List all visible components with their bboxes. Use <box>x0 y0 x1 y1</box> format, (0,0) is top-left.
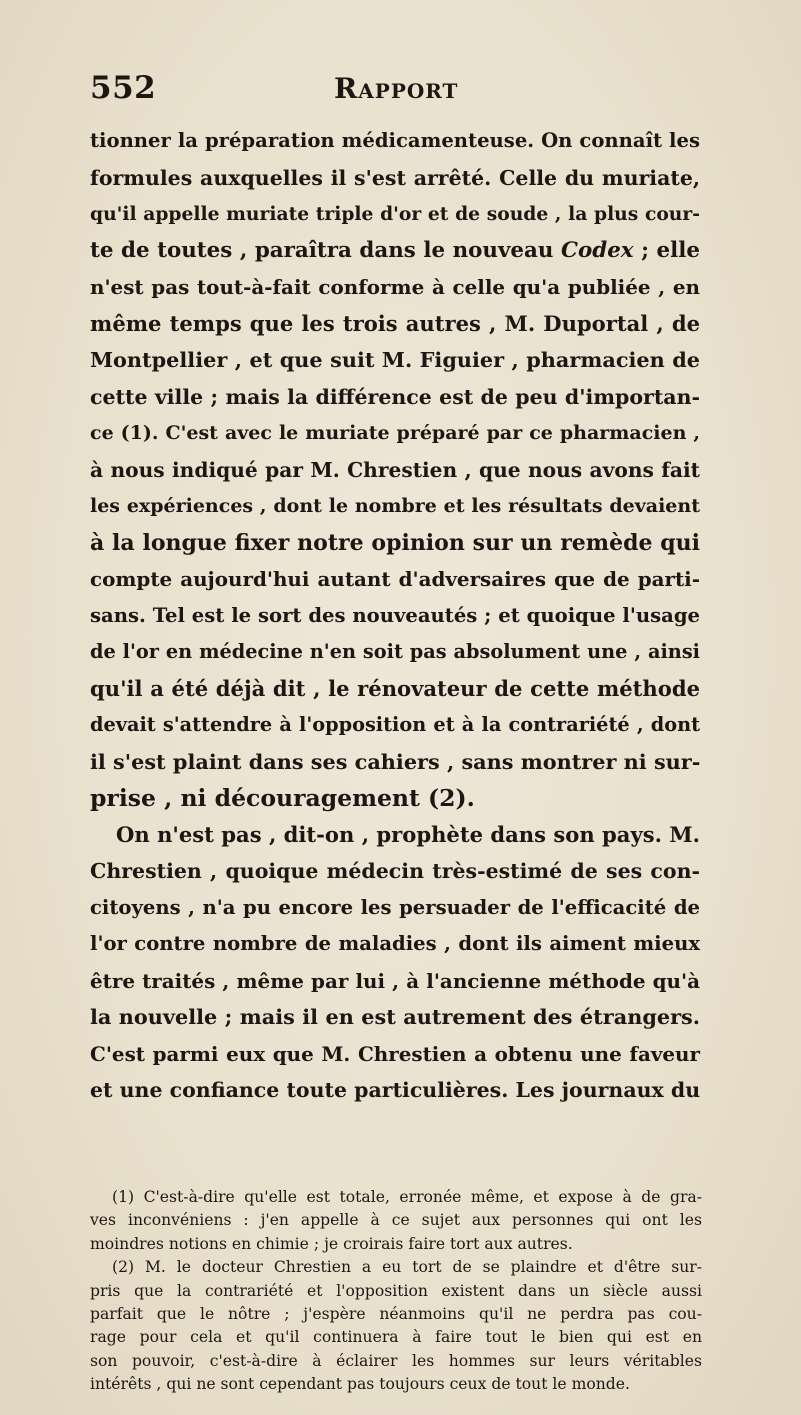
text-line: formules auxquelles il s'est arrêté. Celle du muriate, <box>90 165 700 190</box>
text-line: n'est pas tout-à-fait conforme à celle qu'a publiée , en <box>90 275 700 299</box>
running-title: Rapport <box>334 72 459 105</box>
text-line: les expériences , dont le nombre et les résultats devaient <box>90 495 700 517</box>
footnotes <box>90 1186 702 1397</box>
footnote-line: ves inconvéniens : j'en appelle à ce sujet aux personnes qui ont les <box>90 1211 702 1230</box>
text-line: devait s'attendre à l'opposition et à la contrariété , dont <box>90 713 700 736</box>
footnote-line: moindres notions en chimie ; je croirais faire tort aux autres. <box>90 1234 573 1253</box>
text-line: Montpellier , et que suit M. Figuier , pharmacien de <box>90 347 700 372</box>
text-line: même temps que les trois autres , M. Duportal , de <box>90 310 700 336</box>
text-line: qu'il appelle muriate triple d'or et de soude , la plus cour- <box>90 203 700 225</box>
text-line: de l'or en médecine n'en soit pas absolument une , ainsi <box>90 640 700 663</box>
text-line: et une confiance toute particulières. Les journaux du <box>90 1078 701 1102</box>
text-line: te de toutes , paraîtra dans le nouveau Codex ; elle <box>90 237 700 263</box>
text-line: C'est parmi eux que M. Chrestien a obtenu une faveur <box>90 1041 700 1066</box>
text-line: cette ville ; mais la différence est de peu d'importan- <box>90 384 700 409</box>
footnote-line: rage pour cela et qu'il continuera à faire tout le bien qui est en <box>90 1328 702 1347</box>
text-line: compte aujourd'hui autant d'adversaires que de parti- <box>90 567 700 591</box>
text-line: l'or contre nombre de maladies , dont ils aiment mieux <box>90 932 700 955</box>
text-line: ce (1). C'est avec le muriate préparé par ce pharmacien , <box>90 422 700 444</box>
text-line: à la longue fixer notre opinion sur un remède qui <box>90 529 700 556</box>
page-number: 552 <box>90 70 157 106</box>
text-line: tionner la préparation médicamenteuse. On connaît les <box>90 129 700 152</box>
text-line: sans. Tel est le sort des nouveautés ; et quoique l'usage <box>90 603 700 627</box>
text-line: la nouvelle ; mais il en est autrement des étrangers. <box>90 1004 700 1029</box>
footnote-line: parfait que le nôtre ; j'espère néanmoins qu'il ne perdra pas cou- <box>90 1304 702 1323</box>
footnote-line: intérêts , qui ne sont cependant pas toujours ceux de tout le monde. <box>90 1375 630 1394</box>
text-line: être traités , même par lui , à l'ancienne méthode qu'à <box>90 968 700 993</box>
body-text <box>90 123 700 1109</box>
footnote-line: pris que la contrariété et l'opposition existent dans un siècle aussi <box>90 1281 702 1300</box>
text-line: qu'il a été déjà dit , le rénovateur de cette méthode <box>90 675 700 701</box>
text-line: citoyens , n'a pu encore les persuader de l'efficacité de <box>90 895 700 919</box>
footnote-line: (1) C'est-à-dire qu'elle est totale, erronée même, et expose à de gra- <box>112 1188 702 1206</box>
page-header <box>90 70 710 114</box>
text-line: à nous indiqué par M. Chrestien , que nous avons fait <box>90 457 700 482</box>
footnote-line: son pouvoir, c'est-à-dire à éclairer les hommes sur leurs véritables <box>90 1351 702 1370</box>
text-line: prise , ni découragement (2). <box>90 784 475 812</box>
text-line: il s'est plaint dans ses cahiers , sans montrer ni sur- <box>90 748 701 774</box>
footnote-line: (2) M. le docteur Chrestien a eu tort de se plaindre et d'être sur- <box>112 1258 702 1277</box>
text-line: On n'est pas , dit-on , prophète dans son pays. M. <box>116 821 700 847</box>
codex-title: Codex <box>560 237 634 263</box>
text-line: Chrestien , quoique médecin très-estimé de ses con- <box>90 859 700 883</box>
